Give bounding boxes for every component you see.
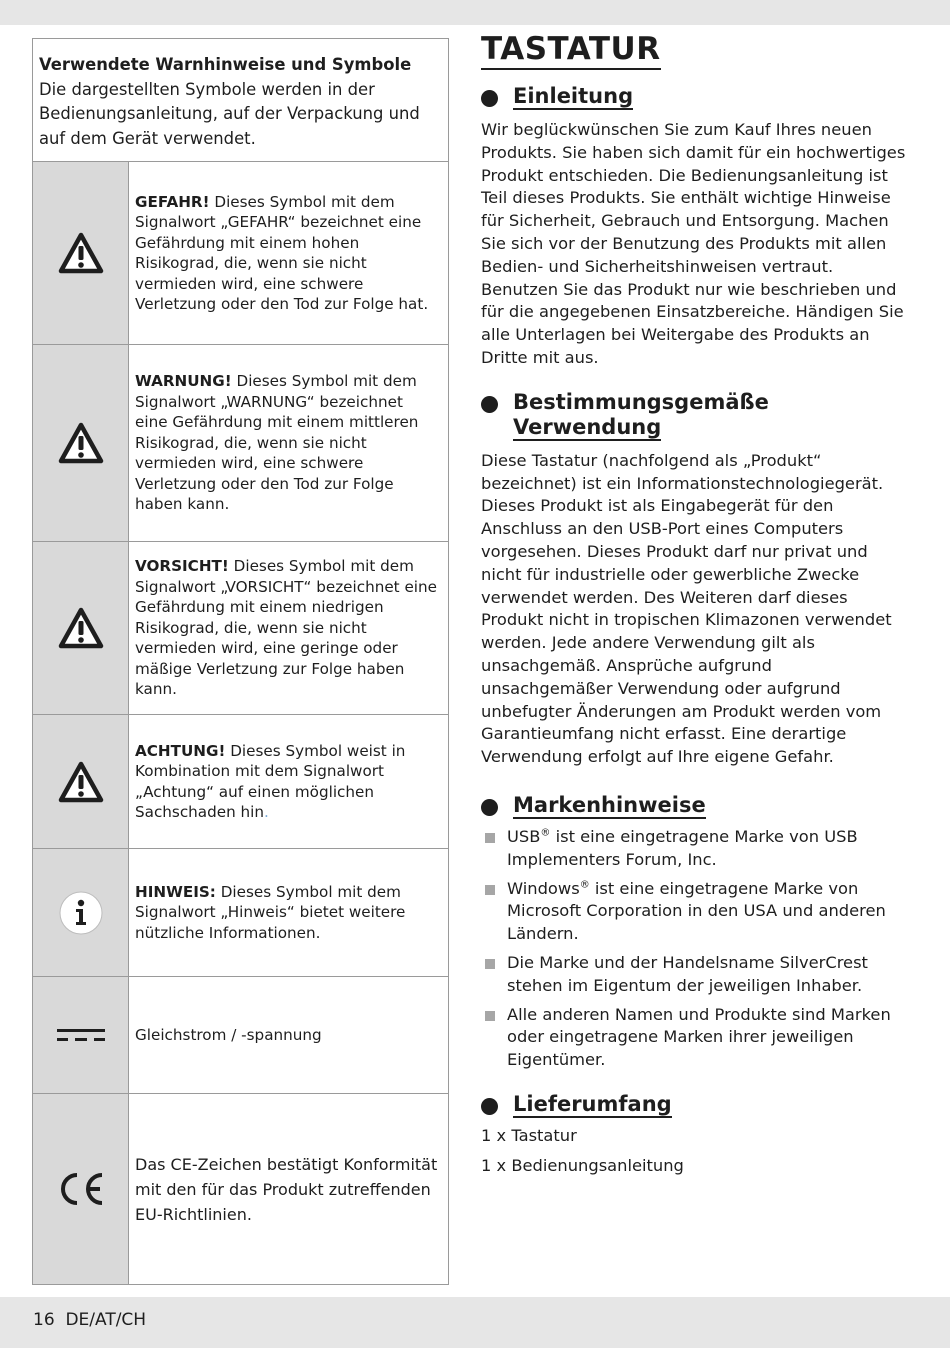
list-item [481,952,906,998]
symbol-description: Gleichstrom / -spannung [135,1025,322,1044]
symbol-row-gleichstrom [33,977,448,1094]
symbol-table [32,38,449,1285]
scope-item: 1 x Bedienungsanleitung [481,1155,684,1175]
page-title: TASTATUR [481,30,661,70]
ce-mark-icon [33,1094,129,1284]
list-item-text: USB [507,826,541,846]
section-marken-heading [481,793,906,818]
symbol-row-text [129,849,448,976]
square-bullet-icon [485,833,495,843]
signal-word: HINWEIS: [135,882,216,901]
section-heading: Markenhinweise [513,792,706,817]
symbol-row-text [129,345,448,541]
trailing-dot: . [264,803,269,821]
section-heading-line1: Bestimmungsgemäße [513,389,769,414]
signal-word: ACHTUNG! [135,741,226,760]
symbol-row-text [129,162,448,344]
top-bar [0,0,950,25]
symbol-row-text [129,715,448,848]
info-icon [33,849,129,976]
section-verwendung-heading [481,390,906,440]
list-item-text: ist eine eingetragene Marke von USB Implementers Forum, Inc. [507,826,858,869]
list-item [481,826,906,872]
square-bullet-icon [485,885,495,895]
symbol-description: Das CE-Zeichen bestätigt Konformität mit den für das Produkt zutreffenden EU-Richtlinien. [135,1154,438,1224]
warning-triangle-icon [33,345,129,541]
language-codes: DE/AT/CH [65,1310,147,1330]
symbol-row-achtung [33,715,448,849]
symbol-row-ce [33,1094,448,1284]
section-heading: Lieferumfang [513,1091,672,1116]
trademark-list [481,826,906,1072]
symbol-row-text [129,977,448,1093]
symbol-row-text [129,542,448,714]
registered-mark: ® [579,879,590,891]
square-bullet-icon [485,959,495,969]
symbol-row-hinweis [33,849,448,977]
right-column [481,30,906,1177]
list-item-text: Windows [507,878,580,898]
signal-word: WARNUNG! [135,372,232,391]
list-item-text: ist eine eingetragene Marke von Microsoft Corporation in den USA und anderen Ländern. [507,878,886,944]
signal-word: GEFAHR! [135,192,210,211]
section-heading-line2: Verwendung [513,414,662,439]
square-bullet-icon [485,1011,495,1021]
symbol-row-warnung [33,345,448,542]
symbol-description: Dieses Symbol mit dem Signalwort „GEFAHR“ bezeichnet eine Gefährdung mit einem hohen Risikograd, die, wenn sie nicht vermieden wird, eine schwere Verletzung oder den Tod zur Folge hat. [135,192,429,313]
registered-mark: ® [540,827,551,839]
bullet-dot-icon [481,90,498,107]
page-number: 16 [33,1310,55,1330]
symbol-description: Dieses Symbol mit dem Signalwort „VORSICHT“ bezeichnet eine Gefährdung mit einem niedrigen Risikograd, die, wenn sie nicht vermieden wird, eine geringe oder mäßige Verletzung zur Folge haben kann. [135,557,437,699]
bullet-dot-icon [481,799,498,816]
section-lieferumfang-heading [481,1092,906,1117]
symbol-table-intro [33,39,448,162]
warning-triangle-icon [33,542,129,714]
section-einleitung-heading [481,84,906,109]
symbol-description: Dieses Symbol mit dem Signalwort „Hinweis“ bietet weitere nützliche Informationen. [135,882,406,942]
symbol-row-vorsicht [33,542,448,715]
direct-current-icon [33,977,129,1093]
symbol-row-gefahr [33,162,448,345]
scope-item: 1 x Tastatur [481,1125,577,1145]
section-heading: Einleitung [513,84,634,108]
list-item [481,1004,906,1072]
warning-triangle-icon [33,715,129,848]
list-item [481,878,906,946]
symbol-description: Dieses Symbol weist in Kombination mit dem Signalwort „Achtung“ auf einen möglichen Sachschaden hin [135,741,406,821]
symbol-row-text [129,1094,448,1284]
verwendung-text: Diese Tastatur (nachfolgend als „Produkt“ bezeichnet) ist ein Informationstechnologiegerät. Dieses Produkt ist als Eingabegerät für den Anschluss an den USB-Port eines Computers vorgesehen. Dieses Produkt darf nur privat und nicht für industrielle oder gewerbliche Zwecke verwendet werden. Des Weiteren darf dieses Produkt nicht in tropischen Klimazonen verwendet werden. Jede andere Verwendung gilt als unsachgemäß. Ansprüche aufgrund unsachgemäßer Verwendung oder aufgrund unbefugter Änderungen am Produkt werden vom Garantieumfang nicht erfasst. Eine derartige Verwendung erfolgt auf Ihre eigene Gefahr. [481,450,892,767]
warning-triangle-icon [33,162,129,344]
page-footer [33,1310,146,1330]
list-item-text: Alle anderen Namen und Produkte sind Marken oder eingetragene Marken ihrer jeweiligen Eigentümer. [507,1004,891,1070]
symbol-description: Dieses Symbol mit dem Signalwort „WARNUNG“ bezeichnet eine Gefährdung mit einem mittleren Risikograd, die, wenn sie nicht vermieden wird, eine schwere Verletzung oder den Tod zur Folge haben kann. [135,372,419,514]
symbol-table-heading: Verwendete Warnhinweise und Symbole [39,55,412,74]
list-item-text: Die Marke und der Handelsname SilverCrest stehen im Eigentum der jeweiligen Inhaber. [507,952,868,995]
bullet-dot-icon [481,1098,498,1115]
einleitung-text: Wir beglückwünschen Sie zum Kauf Ihres neuen Produkts. Sie haben sich damit für ein hochwertiges Produkt entschieden. Die Bedienungsanleitung ist Teil dieses Produkts. Sie enthält wichtige Hinweise für Sicherheit, Gebrauch und Entsorgung. Machen Sie sich vor der Benutzung des Produkts mit allen Bedien- und Sicherheitshinweisen vertraut. Benutzen Sie das Produkt nur wie beschrieben und für die angegebenen Einsatzbereiche. Händigen Sie alle Unterlagen bei Weitergabe des Produkts an Dritte mit aus. [481,120,906,367]
bullet-dot-icon [481,396,498,413]
symbol-table-intro-text: Die dargestellten Symbole werden in der Bedienungsanleitung, auf der Verpackung und auf dem Gerät verwendet. [39,79,420,148]
signal-word: VORSICHT! [135,557,229,576]
